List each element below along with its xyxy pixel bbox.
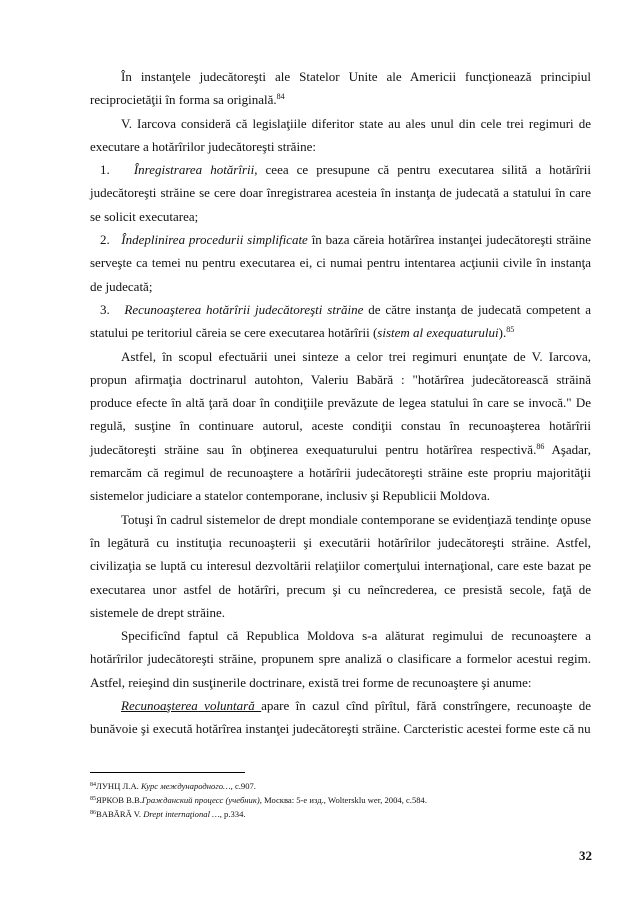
paragraph: V. Iarcova consideră că legislaţiile diferitor state au ales unul din cele trei regimuri de executare a hotărîrilor judecătoreşti străine: xyxy=(90,115,591,154)
paragraph: Totuşi în cadrul sistemelor de drept mondiale contemporane se evidenţiază tendinţe opuse în legătură cu instituţia recunoaşterii şi executării hotărîrilor judecătoreşti străine. Astfel, civilizaţia se luptă cu interesul dezvoltării relaţiilor comerţului internaţional, care este bazat pe executarea unor astfel de hotărîri, precum şi cu neîncrederea, ce presistă secole, faţă de sistemele de drept străine. xyxy=(90,511,591,620)
footnote-ref: 84 xyxy=(276,92,285,102)
body-text xyxy=(90,65,591,741)
paragraph: În instanţele judecătoreşti ale Statelor Unite ale Americii funcţionează principiul reciprocietăţii în forma sa originală.$^{84}$ xyxy=(90,69,591,108)
list-item: 3. Recunoaşterea hotărîrii judecătoreşti străine de către instanţa de judecată competent a statului pe teritoriul căreia se cere executarea hotărîrii (sistem al exequaturului).$^{85}$ xyxy=(90,301,592,341)
footnotes xyxy=(90,779,591,822)
list-item: 1. Înregistrarea hotărîrii, ceea ce presupune că pentru executarea silită a hotărîrii judecătoreşti străine se cere doar înregistrarea acesteia în instanţa de judecată a statului în care se solicit executarea; xyxy=(90,162,591,224)
paragraph: Specificînd faptul că Republica Moldova s-a alăturat regimului de recunoaştere a hotărîrilor judecătoreşti străine, propunem spre analiză o clasificare a formelor acestui regim. Astfel, reieşind din susţinerile doctrinare, există trei forme de recunoaştere şi anume: xyxy=(90,628,591,690)
footnote-separator xyxy=(90,772,245,773)
paragraph: Recunoaşterea voluntară apare în cazul cînd pîrîtul, fără constrîngere, recunoaşte de bunăvoie şi execută hotărîrea instanţei judecătoreşti străine. Carcteristic acestei forme este că nu xyxy=(90,698,591,737)
paragraph: Astfel, în scopul efectuării unei sinteze a celor trei regimuri enunţate de V. Iarcova, propun afirmaţia doctrinarul autohton, Valeriu Babără : "hotărîrea judecătorească străină produce efecte în altă ţară doar în condiţiile prevăzute de legea statului în care se invocă." De regulă, susţine în continuare autorul, aceste condiţii constau în recunoaşterea hotărîrii judecătoreşti străine sau în obţinerea exequaturului pentru hotărîrea respectivă.$^{86}$ Aşadar, remarcăm că regimul de recunoaştere a hotărîrii judecătoreşti străine este propriu majorităţii sistemelor judiciare a statelor contemporane, inclusiv şi Republicii Moldova. xyxy=(90,348,591,504)
list-item: 2. Îndeplinirea procedurii simplificate în baza căreia hotărîrea instanţei judecătoreşti străine serveşte ca temei nu pentru executarea ei, ci numai pentru intentarea acţiunii civile în instanţa de judecată; xyxy=(90,232,592,294)
footnote: $^{84}$ЛУНЦ Л.А. Курс международного…, с.907. xyxy=(90,781,256,791)
footnote: $^{85}$ЯРКОВ В.В.Гражданский процесс (учебник), Москва: 5-е изд., Woltersklu wer, 2004, с.584. xyxy=(90,795,427,806)
footnote: $^{86}$BABĂRĂ V. Drept internaţional …, p.334. xyxy=(90,809,246,820)
footnote-ref: 86 xyxy=(536,441,545,451)
footnote-ref: 85 xyxy=(506,325,515,335)
page-number: 32 xyxy=(579,848,592,863)
